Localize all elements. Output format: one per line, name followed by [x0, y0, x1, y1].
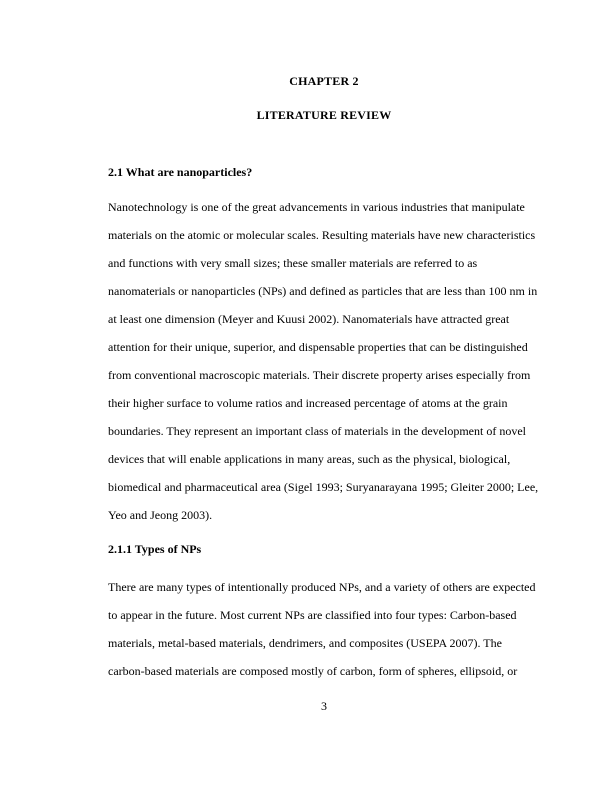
- text-line: to appear in the future. Most current NPs are classified into four types: Carbon-based: [108, 608, 517, 622]
- text-line: biomedical and pharmaceutical area (Sigel 1993; Suryanarayana 1995; Gleiter 2000; Lee,: [108, 480, 539, 494]
- text-line: Nanotechnology is one of the great advancements in various industries that manipulate: [108, 200, 525, 214]
- page-number: 3: [321, 699, 327, 713]
- text-line: There are many types of intentionally produced NPs, and a variety of others are expected: [108, 580, 536, 594]
- section-types-of-nps: [108, 535, 540, 685]
- text-line: Yeo and Jeong 2003).: [108, 508, 213, 522]
- text-line: nanomaterials or nanoparticles (NPs) and defined as particles that are less than 100 nm in: [108, 284, 538, 298]
- text-line: attention for their unique, superior, and dispensable properties that can be distinguished: [108, 340, 528, 354]
- chapter-title: LITERATURE REVIEW: [256, 108, 392, 122]
- text-line: materials on the atomic or molecular scales. Resulting materials have new characteristics: [108, 228, 536, 242]
- chapter-heading: CHAPTER 2: [289, 74, 359, 88]
- text-line: devices that will enable applications in many areas, such as the physical, biological,: [108, 452, 511, 466]
- text-line: their higher surface to volume ratios and increased percentage of atoms at the grain: [108, 396, 508, 410]
- text-line: materials, metal-based materials, dendrimers, and composites (USEPA 2007). The: [108, 636, 502, 650]
- text-line: boundaries. They represent an important class of materials in the development of novel: [108, 424, 526, 438]
- section-heading: 2.1.1 Types of NPs: [108, 542, 202, 556]
- text-line: at least one dimension (Meyer and Kuusi 2002). Nanomaterials have attracted great: [108, 312, 510, 326]
- section-heading: 2.1 What are nanoparticles?: [108, 165, 253, 179]
- text-line: and functions with very small sizes; these smaller materials are referred to as: [108, 256, 478, 270]
- text-line: from conventional macroscopic materials. Their discrete property arises especially from: [108, 368, 531, 382]
- section-what-are-nanoparticles: [108, 158, 540, 529]
- paragraph: [108, 193, 540, 529]
- text-line: carbon-based materials are composed mostly of carbon, form of spheres, ellipsoid, or: [108, 664, 518, 678]
- paragraph: [108, 573, 540, 685]
